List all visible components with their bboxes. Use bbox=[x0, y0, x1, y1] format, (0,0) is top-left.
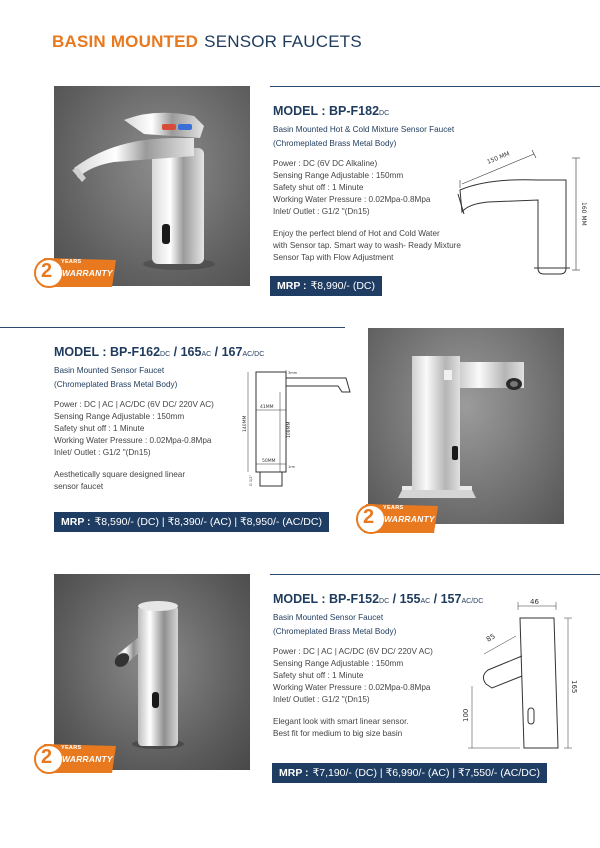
dim-1rm-label: 1rm bbox=[288, 465, 296, 469]
spec-item: Inlet/ Outlet : G1/2 "(Dn15) bbox=[54, 448, 151, 457]
warranty-badge-2 bbox=[356, 502, 438, 536]
dim-inlet-label: G 1/2" bbox=[249, 474, 253, 486]
dimension-drawing-bp-f152 bbox=[458, 596, 594, 756]
product-info-bp-f152 bbox=[273, 592, 483, 740]
mrp-bar-bp-f162: MRP : ₹8,590/- (DC) | ₹8,390/- (AC) | ₹8,950/- (AC/DC) bbox=[54, 512, 329, 532]
mrp-bar-bp-f152: MRP : ₹7,190/- (DC) | ₹6,990/- (AC) | ₹7,550/- (AC/DC) bbox=[272, 763, 547, 783]
product-info-bp-f182 bbox=[273, 104, 461, 264]
dim-108-label: 108MM bbox=[287, 421, 292, 438]
round-faucet-image bbox=[54, 574, 250, 770]
spec-item: Sensing Range Adjustable : 150mm bbox=[54, 412, 185, 421]
spec-item: Inlet/ Outlet : G1/2 "(Dn15) bbox=[273, 207, 370, 216]
warranty-label: WARRANTY bbox=[384, 514, 435, 524]
warranty-years-number: 2 bbox=[41, 260, 53, 282]
spec-item: Power : DC (6V DC Alkaline) bbox=[273, 159, 378, 168]
spec-item: Safety shut off : 1 Minute bbox=[273, 671, 364, 680]
spec-item: Working Water Pressure : 0.02Mpa-0.8Mpa bbox=[273, 195, 431, 204]
spec-item: Inlet/ Outlet : G1/2 "(Dn15) bbox=[273, 695, 370, 704]
model-title: MODEL : BP-F152DC / 155AC / 157AC/DC bbox=[273, 592, 484, 606]
divider-3 bbox=[270, 574, 600, 575]
dim-3mm-label: 3mm bbox=[288, 371, 298, 375]
product-photo-bp-f152 bbox=[54, 574, 250, 770]
dim-100-label: 100 bbox=[462, 708, 470, 722]
dim-50-label: 50MM bbox=[262, 459, 276, 464]
warranty-years-label: YEARS bbox=[61, 745, 82, 751]
dim-46-label: 46 bbox=[530, 598, 539, 606]
spec-item: Working Water Pressure : 0.02Mpa-0.8Mpa bbox=[54, 436, 212, 445]
square-faucet-image bbox=[368, 328, 564, 524]
spec-item: Sensing Range Adjustable : 150mm bbox=[273, 171, 404, 180]
divider-1 bbox=[270, 86, 600, 87]
product-description: Aesthetically square designed linear sensor faucet bbox=[54, 470, 186, 491]
warranty-badge-3 bbox=[34, 742, 116, 776]
dimension-drawing-bp-f182 bbox=[448, 140, 594, 290]
spec-list bbox=[54, 399, 264, 459]
product-subtitle: Basin Mounted Hot & Cold Mixture Sensor Faucet (Chromeplated Brass Metal Body) bbox=[273, 125, 455, 148]
dimension-drawing-bp-f162 bbox=[242, 368, 364, 488]
model-title: MODEL : BP-F162DC / 165AC / 167AC/DC bbox=[54, 345, 265, 359]
warranty-years-label: YEARS bbox=[383, 505, 404, 511]
product-description: Elegant look with smart linear sensor. Best fit for medium to big size basin bbox=[273, 717, 409, 738]
product-description: Enjoy the perfect blend of Hot and Cold Water with Sensor tap. Smart way to wash- Ready Mixture Sensor Tap with Flow Adjustment bbox=[273, 229, 461, 262]
spec-list bbox=[273, 646, 483, 706]
dim-41-label: 41MM bbox=[260, 405, 274, 410]
dim-165-label: 165 bbox=[570, 680, 578, 694]
page-title-rest: SENSOR FAUCETS bbox=[204, 32, 362, 51]
spec-item: Sensing Range Adjustable : 150mm bbox=[273, 659, 404, 668]
dim-height-label: 160 MM bbox=[580, 202, 587, 226]
warranty-label: WARRANTY bbox=[62, 754, 113, 764]
warranty-years-number: 2 bbox=[41, 746, 53, 768]
divider-2 bbox=[0, 327, 345, 328]
product-subtitle: Basin Mounted Sensor Faucet (Chromeplated Brass Metal Body) bbox=[273, 613, 397, 636]
product-subtitle: Basin Mounted Sensor Faucet (Chromeplated Brass Metal Body) bbox=[54, 366, 178, 389]
mrp-bar-bp-f182: MRP : ₹8,990/- (DC) bbox=[270, 276, 382, 296]
warranty-years-number: 2 bbox=[363, 506, 375, 528]
product-info-bp-f162 bbox=[54, 345, 264, 493]
spec-list bbox=[273, 158, 461, 218]
spec-item: Working Water Pressure : 0.02Mpa-0.8Mpa bbox=[273, 683, 431, 692]
dim-spout-label: 150 MM bbox=[486, 150, 511, 166]
product-photo-bp-f162 bbox=[368, 328, 564, 524]
page-title bbox=[52, 32, 362, 52]
spec-item: Power : DC | AC | AC/DC (6V DC/ 220V AC) bbox=[54, 400, 214, 409]
dim-140-label: 140MM bbox=[243, 415, 248, 432]
model-title: MODEL : BP-F182DC bbox=[273, 104, 390, 118]
spec-item: Safety shut off : 1 Minute bbox=[273, 183, 364, 192]
page-title-bold: BASIN MOUNTED bbox=[52, 32, 199, 51]
warranty-badge-1 bbox=[34, 256, 116, 290]
spec-item: Safety shut off : 1 Minute bbox=[54, 424, 145, 433]
warranty-years-label: YEARS bbox=[61, 259, 82, 265]
dim-85-label: 85 bbox=[485, 632, 497, 644]
warranty-label: WARRANTY bbox=[62, 268, 113, 278]
spec-item: Power : DC | AC | AC/DC (6V DC/ 220V AC) bbox=[273, 647, 433, 656]
